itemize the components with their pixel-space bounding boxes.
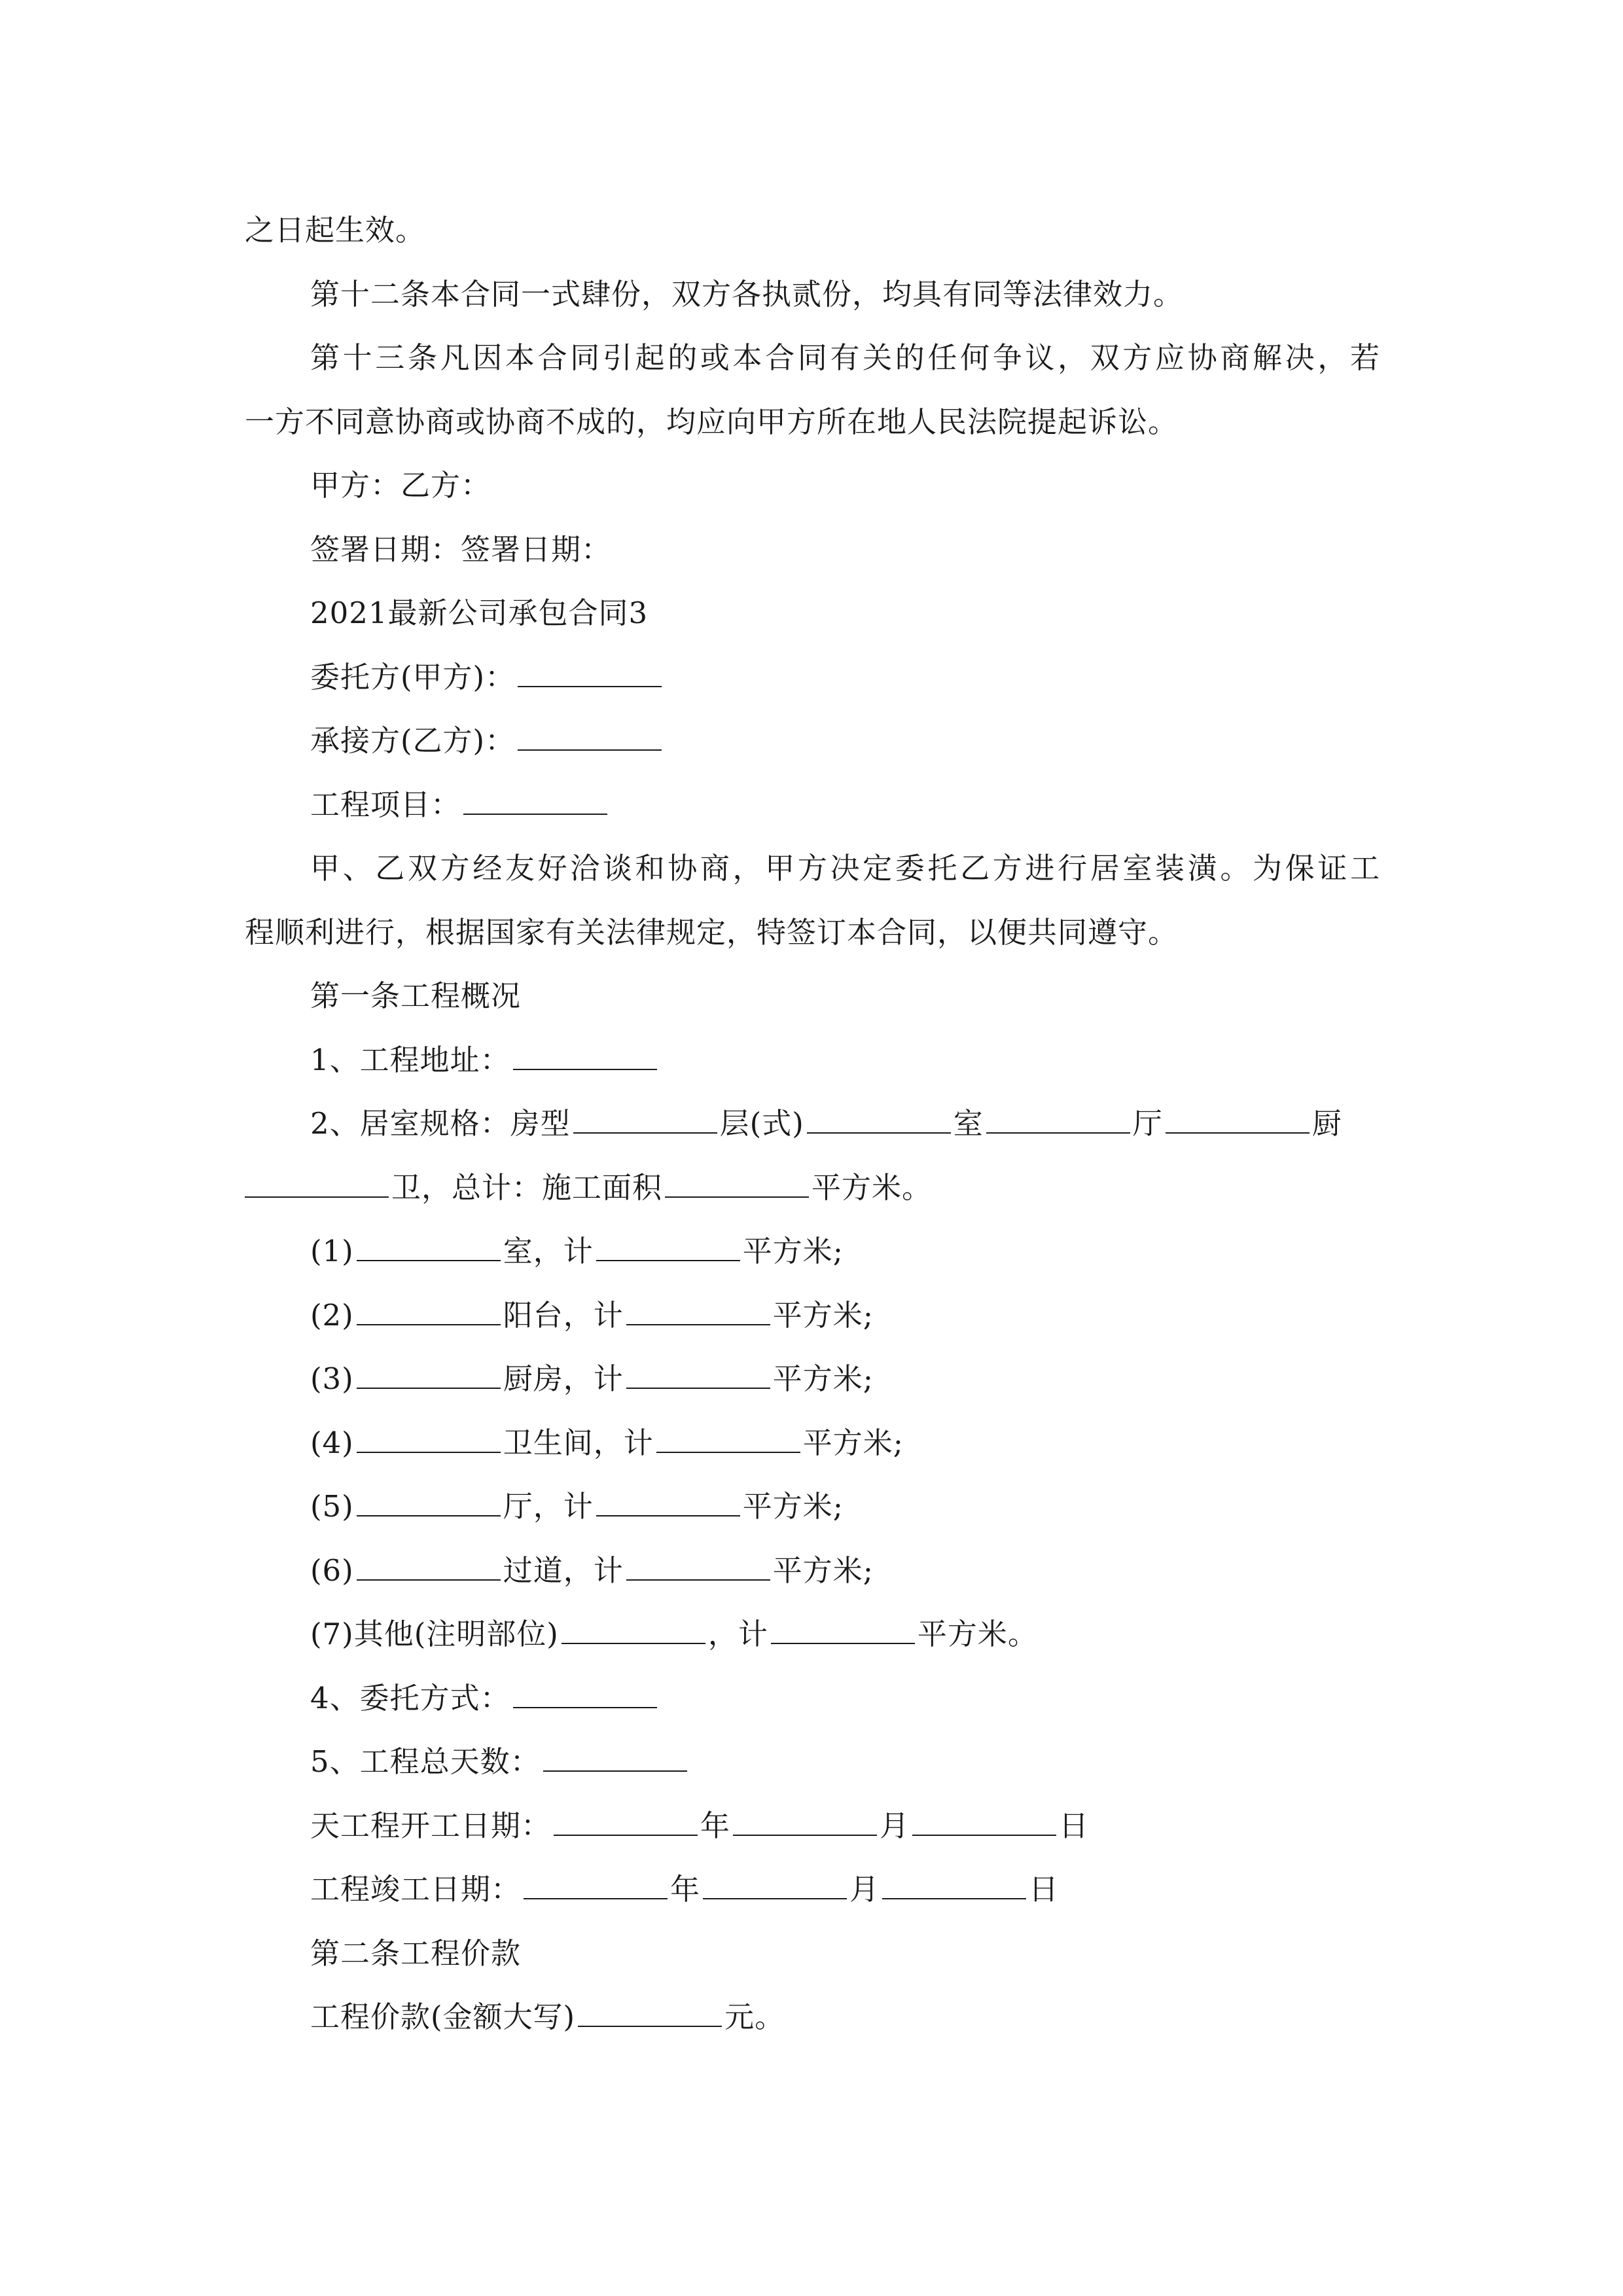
contractor-field	[245, 709, 1380, 773]
blank-field	[771, 1613, 915, 1644]
room-spec-line	[245, 1092, 1380, 1156]
line-text: 第二条工程价款	[310, 1935, 522, 1971]
blank-field	[357, 1357, 501, 1389]
field-label: 日	[1029, 1872, 1060, 1907]
blank-field	[463, 783, 607, 815]
text-line	[245, 198, 1380, 262]
field-label: (6)	[310, 1552, 354, 1588]
room-item-7	[245, 1602, 1380, 1666]
signature-dates	[245, 518, 1380, 582]
blank-field	[578, 1996, 722, 2027]
blank-field	[357, 1294, 501, 1325]
blank-field	[665, 1166, 809, 1198]
field-label: 1、工程地址：	[310, 1042, 510, 1077]
field-label: (7)其他(注明部位)	[310, 1617, 559, 1651]
blank-field	[513, 1039, 657, 1070]
field-label: 卫生间，计	[503, 1425, 654, 1460]
room-item-1	[245, 1219, 1380, 1283]
field-label: 平方米;	[742, 1489, 844, 1524]
field-label: 厅，计	[503, 1489, 594, 1524]
field-label: (1)	[310, 1234, 354, 1268]
text-line	[245, 390, 1380, 454]
field-label: 室，计	[503, 1234, 594, 1268]
blank-field	[703, 1868, 847, 1899]
blank-field	[518, 719, 662, 751]
blank-field	[626, 1549, 770, 1581]
field-label: 阳台，计	[503, 1297, 624, 1333]
room-item-6	[245, 1539, 1380, 1603]
clause-12	[245, 262, 1380, 327]
line-text: 2021最新公司承包合同3	[310, 596, 649, 630]
line-text: 程顺利进行，根据国家有关法律规定，特签订本合同，以便共同遵守。	[245, 914, 1179, 950]
preamble	[245, 836, 1380, 901]
field-label: 委托方(甲方)：	[310, 659, 516, 694]
article-2-heading	[245, 1922, 1380, 1986]
field-label: 过道，计	[503, 1552, 624, 1588]
field-label: 平方米;	[772, 1552, 874, 1588]
blank-field	[357, 1422, 501, 1453]
blank-field	[912, 1804, 1056, 1836]
commission-method-field	[245, 1666, 1380, 1731]
field-label: 室	[953, 1106, 984, 1141]
line-text: 甲方：乙方：	[310, 468, 491, 503]
price-field	[245, 1985, 1380, 2049]
blank-field	[1166, 1102, 1310, 1134]
room-item-3	[245, 1347, 1380, 1411]
contract-body	[245, 198, 1380, 2049]
blank-field	[626, 1294, 770, 1325]
line-text: 签署日期：签署日期：	[310, 531, 612, 567]
line-text: 甲、乙双方经友好洽谈和协商，甲方决定委托乙方进行居室装潢。为保证工	[310, 851, 1380, 886]
blank-field	[357, 1549, 501, 1581]
line-text: 第十二条本合同一式肆份，双方各执贰份，均具有同等法律效力。	[310, 276, 1184, 312]
line-text: 第十三条凡因本合同引起的或本合同有关的任何争议，双方应协商解决，若	[310, 340, 1380, 375]
blank-field	[518, 656, 662, 687]
blank-field	[656, 1422, 800, 1453]
field-label: 层(式)	[719, 1106, 804, 1141]
field-label: 年	[670, 1872, 701, 1907]
blank-field	[573, 1102, 717, 1134]
room-item-4	[245, 1411, 1380, 1475]
clause-13	[245, 326, 1380, 390]
line-text: 第一条工程概况	[310, 978, 522, 1013]
project-field	[245, 773, 1380, 837]
field-label: 2、居室规格：房型	[310, 1106, 571, 1141]
field-label: (5)	[310, 1489, 354, 1524]
field-label: 5、工程总天数：	[310, 1744, 541, 1779]
field-label: 承接方(乙方)：	[310, 723, 516, 758]
field-label: 平方米;	[802, 1425, 904, 1460]
field-label: 卫，总计：施工面积	[391, 1170, 663, 1205]
field-label: 天工程开工日期：	[310, 1808, 552, 1843]
blank-field	[562, 1613, 705, 1644]
field-label: 平方米。	[812, 1170, 933, 1205]
contract-title	[245, 581, 1380, 645]
field-label: 月	[880, 1808, 910, 1843]
total-days-field	[245, 1730, 1380, 1794]
field-label: 工程价款(金额大写)	[310, 2000, 576, 2034]
line-text: 之日起生效。	[245, 213, 426, 247]
blank-field	[357, 1485, 501, 1516]
field-label: 厅	[1132, 1106, 1163, 1141]
blank-field	[513, 1677, 657, 1708]
blank-field	[882, 1868, 1026, 1899]
field-label: 月	[849, 1872, 880, 1907]
field-label: 日	[1059, 1808, 1090, 1843]
field-label: 平方米;	[772, 1361, 874, 1396]
field-label: 年	[700, 1808, 731, 1843]
line-text: 一方不同意协商或协商不成的，均应向甲方所在地人民法院提起诉讼。	[245, 404, 1179, 439]
blank-field	[733, 1804, 877, 1836]
blank-field	[554, 1804, 698, 1836]
field-label: 平方米;	[742, 1234, 844, 1268]
completion-date-field	[245, 1857, 1380, 1922]
field-label: 工程项目：	[310, 787, 461, 822]
field-label: 厨	[1311, 1106, 1342, 1141]
field-label: (3)	[310, 1361, 354, 1396]
blank-field	[626, 1357, 770, 1389]
blank-field	[596, 1230, 740, 1261]
room-item-2	[245, 1283, 1380, 1348]
field-label: (2)	[310, 1297, 354, 1333]
signature-parties	[245, 454, 1380, 518]
blank-field	[524, 1868, 668, 1899]
room-spec-line-2	[245, 1156, 1380, 1220]
field-label: 平方米;	[772, 1297, 874, 1333]
blank-field	[807, 1102, 951, 1134]
blank-field	[986, 1102, 1130, 1134]
field-label: (4)	[310, 1425, 354, 1460]
field-label: 平方米。	[917, 1617, 1038, 1651]
start-date-field	[245, 1794, 1380, 1858]
blank-field	[245, 1166, 389, 1198]
field-label: ，计	[707, 1617, 768, 1651]
field-label: 厨房，计	[503, 1361, 624, 1396]
field-label: 工程竣工日期：	[310, 1872, 522, 1907]
article-1-heading	[245, 964, 1380, 1028]
room-item-5	[245, 1475, 1380, 1539]
field-label: 元。	[724, 2000, 785, 2034]
field-label: 4、委托方式：	[310, 1680, 510, 1715]
blank-field	[543, 1740, 687, 1772]
blank-field	[357, 1230, 501, 1261]
client-field	[245, 645, 1380, 709]
text-line	[245, 901, 1380, 965]
blank-field	[596, 1485, 740, 1516]
address-field	[245, 1028, 1380, 1092]
